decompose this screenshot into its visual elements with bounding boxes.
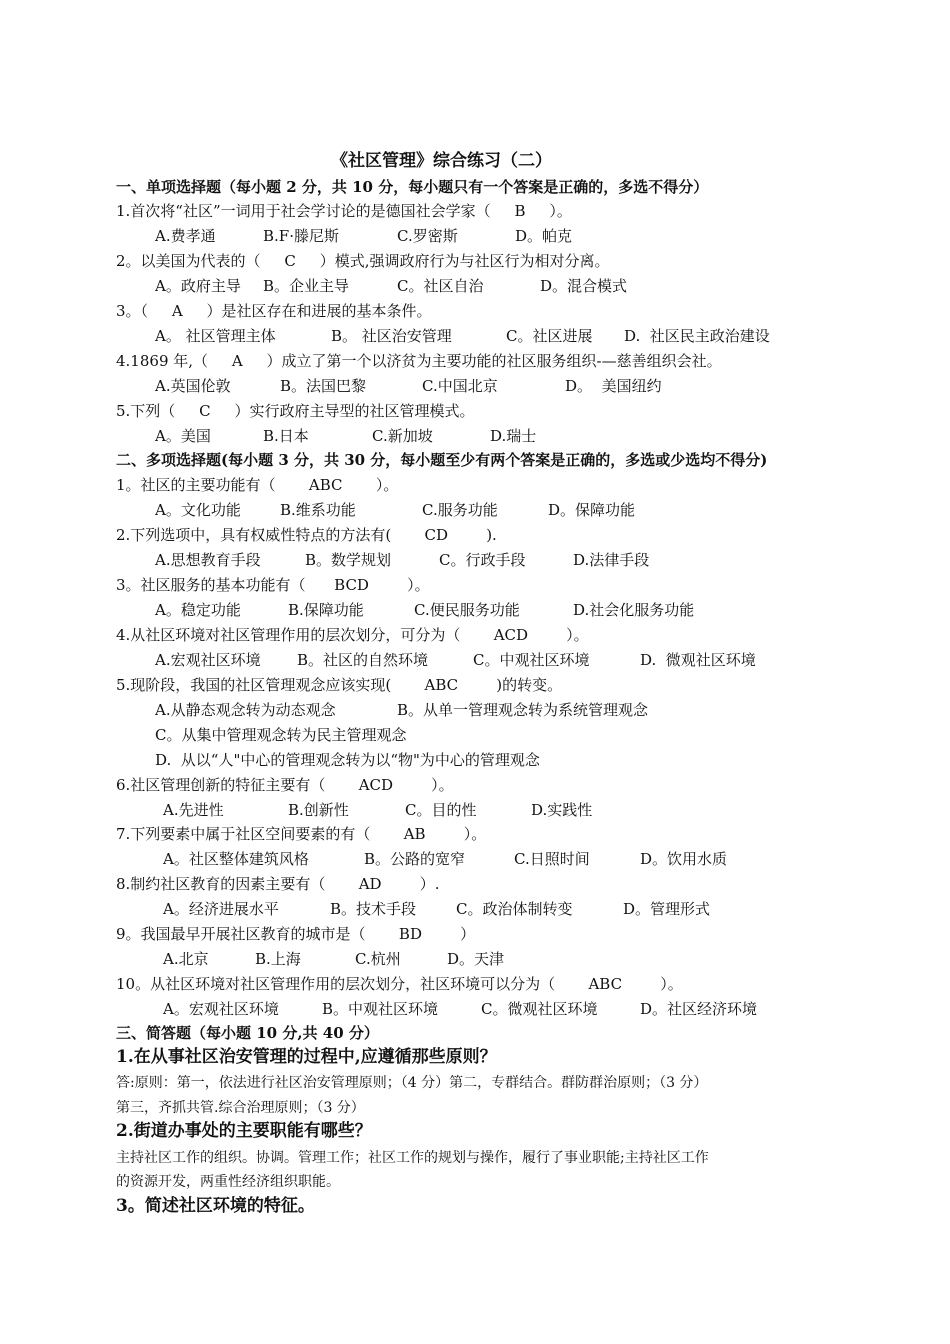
- s2-q10-opt-b: B。中观社区环境: [322, 1000, 439, 1018]
- s2-q6-opt-b: B.创新性: [288, 801, 349, 819]
- s2-q10-opt-d: D。社区经济环境: [640, 1000, 758, 1018]
- s1-q1-opt-c: C.罗密斯: [397, 227, 458, 245]
- s2-q7-stem: 7.下列要素中属于社区空间要素的有（ AB ）。: [116, 825, 487, 843]
- s2-q10-opt-a: A。宏观社区环境: [163, 1000, 279, 1018]
- s1-q1-opt-a: A.费孝通: [155, 227, 216, 245]
- s1-q3-stem: 3。（ A ）是社区存在和进展的基本条件。: [116, 302, 432, 320]
- s2-q3-opt-c: C.便民服务功能: [414, 601, 520, 619]
- s2-q1-opt-c: C.服务功能: [422, 501, 498, 519]
- s3-question-3: 3。简述社区环境的特征。: [116, 1196, 315, 1216]
- s1-q4-stem: 4.1869 年,（ A ）成立了第一个以济贫为主要功能的社区服务组织-—慈善组织会社。: [116, 352, 722, 370]
- s1-q1-stem: 1.首次将“社区”一词用于社会学讨论的是德国社会学家（ B ）。: [116, 202, 572, 220]
- s2-q9-opt-b: B.上海: [255, 950, 301, 968]
- s2-q4-opt-a: A.宏观社区环境: [155, 651, 261, 669]
- s1-q5-opt-a: A。美国: [155, 427, 211, 445]
- s2-q3-stem: 3。社区服务的基本功能有（ BCD ）。: [116, 576, 430, 594]
- s2-q8-opt-a: A。经济进展水平: [163, 900, 279, 918]
- s3-answer-2-line1: 主持社区工作的组织。协调。管理工作；社区工作的规划与操作，履行了事业职能;主持社区工作: [116, 1150, 709, 1166]
- s2-q5-stem: 5.现阶段，我国的社区管理观念应该实现( ABC )的转变。: [116, 676, 563, 694]
- s1-q2-opt-a: A。政府主导: [155, 277, 241, 295]
- s2-q6-opt-c: C。目的性: [405, 801, 477, 819]
- s2-q8-opt-b: B。技术手段: [330, 900, 417, 918]
- s1-q4-opt-a: A.英国伦敦: [155, 377, 231, 395]
- s2-q1-opt-a: A。文化功能: [155, 501, 241, 519]
- s1-q2-stem: 2。以美国为代表的（ C ）模式,强调政府行为与社区行为相对分离。: [116, 252, 610, 270]
- s2-q4-stem: 4.从社区环境对社区管理作用的层次划分，可分为（ ACD ）。: [116, 626, 589, 644]
- s1-q2-opt-b: B。企业主导: [263, 277, 350, 295]
- section3-heading: 三、简答题（每小题 10 分,共 40 分）: [116, 1024, 379, 1042]
- s2-q6-opt-d: D.实践性: [531, 801, 593, 819]
- s1-q5-opt-b: B.日本: [263, 427, 309, 445]
- s2-q9-opt-d: D。天津: [447, 950, 505, 968]
- s2-q5-opt-d: D. 从以“人"中心的管理观念转为以“物"为中心的管理观念: [155, 751, 540, 769]
- s2-q2-opt-a: A.思想教育手段: [155, 551, 261, 569]
- s2-q9-stem: 9。我国最早开展社区教育的城市是（ BD ）: [116, 925, 476, 943]
- s2-q3-opt-a: A。稳定功能: [155, 601, 241, 619]
- s2-q5-opt-a: A.从静态观念转为动态观念: [155, 701, 336, 719]
- s2-q7-opt-c: C.日照时间: [514, 850, 590, 868]
- s1-q2-opt-c: C。社区自治: [397, 277, 484, 295]
- s2-q4-opt-c: C。中观社区环境: [473, 651, 590, 669]
- s2-q2-opt-c: C。行政手段: [439, 551, 526, 569]
- page-title: 《社区管理》综合练习（二）: [331, 151, 552, 171]
- s1-q4-opt-c: C.中国北京: [422, 377, 498, 395]
- s2-q1-stem: 1。社区的主要功能有（ ABC ）。: [116, 476, 399, 494]
- s3-answer-2-line2: 的资源开发，两重性经济组织职能。: [116, 1174, 340, 1190]
- s1-q5-opt-d: D.瑞士: [490, 427, 537, 445]
- s2-q1-opt-d: D。保障功能: [548, 501, 636, 519]
- s2-q1-opt-b: B.维系功能: [280, 501, 356, 519]
- s1-q3-opt-d: D. 社区民主政治建设: [624, 327, 770, 345]
- s3-question-2: 2.街道办事处的主要职能有哪些？: [116, 1121, 372, 1141]
- s2-q6-opt-a: A.先进性: [163, 801, 224, 819]
- s3-answer-1-line2: 第三，齐抓共管.综合治理原则；（3 分）: [116, 1100, 365, 1116]
- s1-q1-opt-d: D。帕克: [515, 227, 573, 245]
- s2-q7-opt-d: D。饮用水质: [640, 850, 728, 868]
- s2-q3-opt-d: D.社会化服务功能: [573, 601, 695, 619]
- s2-q3-opt-b: B.保障功能: [288, 601, 364, 619]
- s1-q5-stem: 5.下列（ C ）实行政府主导型的社区管理模式。: [116, 402, 475, 420]
- s2-q9-opt-c: C.杭州: [355, 950, 401, 968]
- s1-q3-opt-c: C。社区进展: [506, 327, 593, 345]
- s2-q10-opt-c: C。微观社区环境: [481, 1000, 598, 1018]
- s1-q5-opt-c: C.新加坡: [372, 427, 433, 445]
- s2-q2-stem: 2.下列选项中，具有权威性特点的方法有( CD ).: [116, 526, 497, 544]
- section1-heading: 一、单项选择题（每小题 2 分，共 10 分，每小题只有一个答案是正确的，多选不得分）: [116, 178, 709, 196]
- s2-q8-opt-d: D。管理形式: [623, 900, 711, 918]
- s3-question-1: 1.在从事社区治安管理的过程中,应遵循那些原则？: [116, 1047, 497, 1067]
- s2-q8-stem: 8.制约社区教育的因素主要有（ AD ）.: [116, 875, 440, 893]
- s1-q4-opt-d: D。 美国纽约: [565, 377, 662, 395]
- s1-q3-opt-b: B。 社区治安管理: [331, 327, 452, 345]
- s2-q10-stem: 10。从社区环境对社区管理作用的层次划分，社区环境可以分为（ ABC ）。: [116, 975, 683, 993]
- s2-q7-opt-b: B。公路的宽窄: [364, 850, 466, 868]
- s2-q5-opt-c: C。从集中管理观念转为民主管理观念: [155, 726, 407, 744]
- section2-heading: 二、多项选择题(每小题 3 分，共 30 分，每小题至少有两个答案是正确的，多选或少选均不得分): [116, 451, 768, 469]
- s2-q5-opt-b: B。从单一管理观念转为系统管理观念: [397, 701, 649, 719]
- s2-q2-opt-b: B。数学规划: [305, 551, 392, 569]
- s3-answer-1-line1: 答:原则：第一，依法进行社区治安管理原则；（4 分）第二，专群结合。群防群治原则；（3 分）: [116, 1075, 708, 1091]
- s1-q3-opt-a: A。 社区管理主体: [155, 327, 276, 345]
- s2-q6-stem: 6.社区管理创新的特征主要有（ ACD ）。: [116, 776, 454, 794]
- s2-q7-opt-a: A。社区整体建筑风格: [163, 850, 309, 868]
- s1-q2-opt-d: D。混合模式: [540, 277, 628, 295]
- s1-q4-opt-b: B。法国巴黎: [280, 377, 367, 395]
- s2-q4-opt-b: B。社区的自然环境: [297, 651, 429, 669]
- s2-q2-opt-d: D.法律手段: [573, 551, 650, 569]
- s2-q8-opt-c: C。政治体制转变: [456, 900, 573, 918]
- s1-q1-opt-b: B.F·滕尼斯: [263, 227, 339, 245]
- s2-q9-opt-a: A.北京: [163, 950, 209, 968]
- s2-q4-opt-d: D. 微观社区环境: [640, 651, 756, 669]
